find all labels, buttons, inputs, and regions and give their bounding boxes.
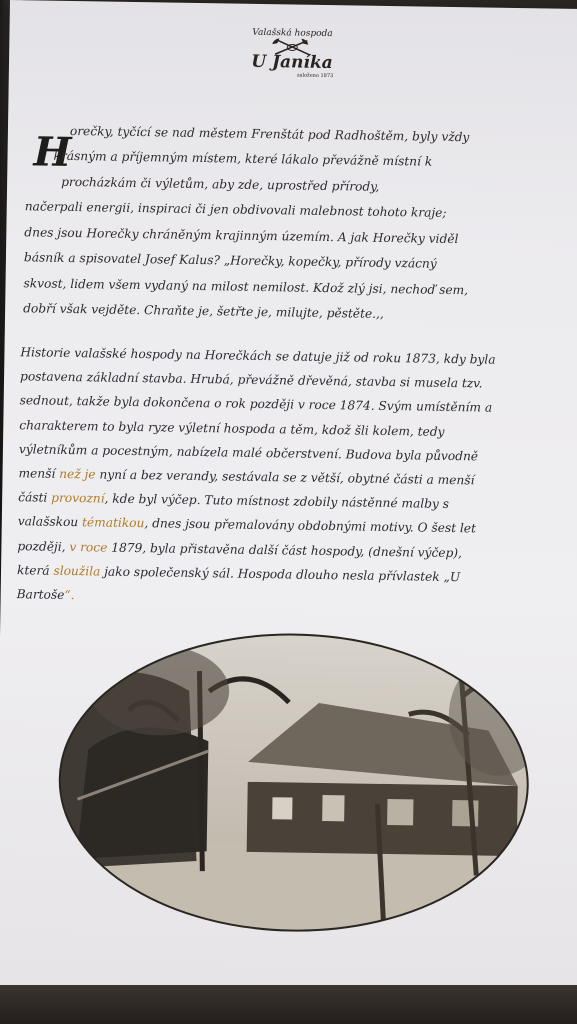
highlighted-text: sloužila <box>53 563 101 579</box>
inn-logo <box>237 22 348 82</box>
table-surface <box>0 985 577 1024</box>
highlighted-text: v roce <box>69 539 108 555</box>
history-text: sednout, takže byla dokončena o rok později v roce 1874. Svým umístěním a <box>19 393 493 416</box>
history-text: charakterem to byla ryze výletní hospoda a těm, kdož šli kolem, tedy <box>19 417 445 439</box>
history-text: jako společenský sál. Hospoda dlouho nesla přívlastek „U <box>100 564 461 584</box>
logo-arc-text: Valašská hospoda <box>252 27 333 40</box>
highlighted-text: provozní <box>51 490 105 506</box>
history-text: výletníkům a pocestným, nabízela malé občerstvení. Budova byla původně <box>18 441 479 464</box>
intro-line: načerpali energii, inspiraci či jen obdivovali malebnost tohoto kraje; <box>24 199 447 220</box>
intro-paragraph <box>8 118 568 321</box>
intro-dropcap: H <box>33 128 72 176</box>
logo-founded: založeno 1873 <box>296 72 334 80</box>
intro-line: krásným a příjemným místem, které lákalo převážně místní k <box>53 148 433 169</box>
history-text: později, <box>17 538 70 554</box>
history-text: části <box>18 490 52 505</box>
highlighted-text: než je <box>59 466 96 482</box>
logo-name: U Janíka <box>251 51 333 74</box>
history-text: která <box>16 562 54 578</box>
intro-line: procházkám či výletům, aby zde, uprostřed přírody, <box>61 174 380 194</box>
history-text: Bartoše <box>16 587 65 602</box>
history-text: nyní a bez verandy, sestávala se z větší, obytné části a menší <box>95 467 475 488</box>
highlighted-text: “. <box>64 587 75 603</box>
history-text: postavena základní stavba. Hrubá, převážně dřevěná, stavba si musela tzv. <box>19 369 483 391</box>
history-text: valašskou <box>17 514 83 530</box>
history-line <box>16 582 74 607</box>
intro-line: dobří však vejděte. Chraňte je, šetřte je, milujte, pěstěte.,, <box>23 301 384 321</box>
history-paragraph <box>5 340 577 603</box>
intro-line: orečky, tyčící se nad městem Frenštát pod Radhoštěm, byly vždy <box>69 123 470 145</box>
intro-line: skvost, lidem všem vydaný na milost nemilost. Kdož zlý jsi, nechoď sem, <box>23 276 469 298</box>
highlighted-text: tématikou <box>81 515 145 531</box>
history-text: menší <box>18 466 60 481</box>
history-text: Historie valašské hospody na Horečkách se datuje již od roku 1873, kdy byla <box>20 345 496 367</box>
history-text: , kde byl výčep. Tuto místnost zdobily nástěnné malby s <box>104 491 450 512</box>
intro-line: básník a spisovatel Josef Kalus? „Horečky, kopečky, přírody vzácný <box>23 250 437 271</box>
historic-inn-photo <box>55 629 532 936</box>
history-text: 1879, byla přistavěna další část hospody, (dnešní výčep), <box>107 540 463 560</box>
intro-line: dnes jsou Horečky chráněným krajinným územím. A jak Horečky viděl <box>24 225 459 247</box>
history-text: , dnes jsou přemalovány obdobnými motivy. O šest let <box>144 516 477 536</box>
